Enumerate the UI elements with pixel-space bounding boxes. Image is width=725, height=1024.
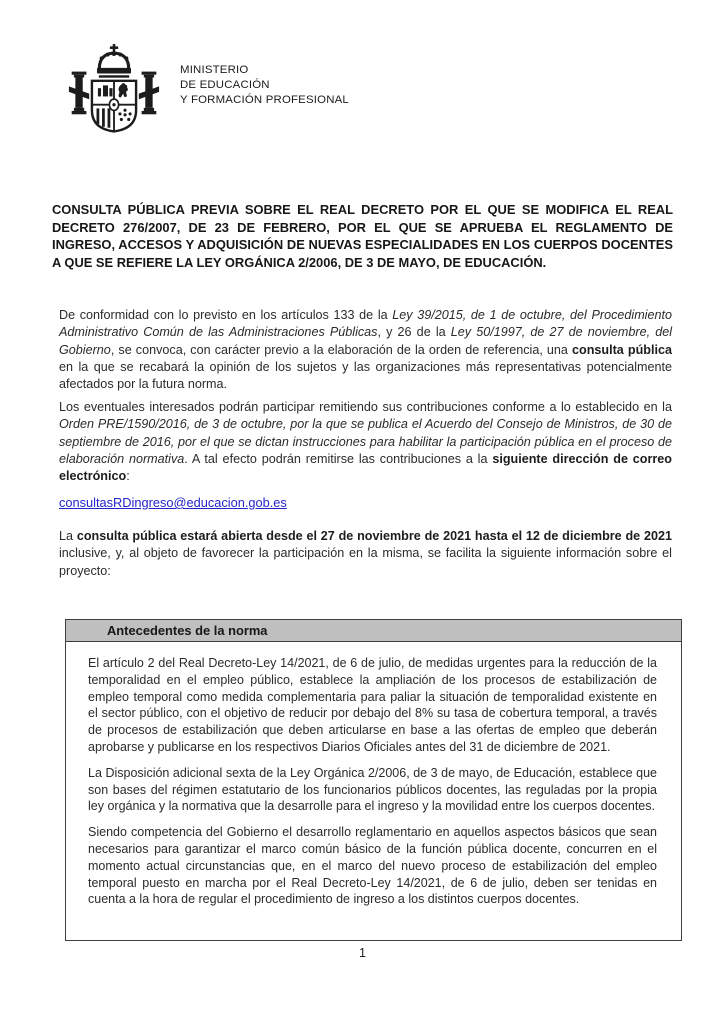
- intro-paragraph: De conformidad con lo previsto en los artículos 133 de la Ley 39/2015, de 1 de octubre, del Procedimiento Administrativo Común de las Administraciones Públicas, y 26 de la Ley 50/1997, de 27 de noviembre, del Gobierno, se convoca, con carácter previo a la elaboración de la orden de referencia, una consulta pública en la que se recabará la opinión de los sujetos y las organizaciones más representativas potencialmente afectados por la futura norma.: [59, 308, 673, 392]
- participation-paragraph: Los eventuales interesados podrán participar remitiendo sus contribuciones conforme a lo establecido en la Orden PRE/1590/2016, de 3 de octubre, por la que se publica el Acuerdo del Consejo de Ministros, de 30 de septiembre de 2016, por el que se dictan instrucciones para habilitar la participación pública en el proceso de elaboración normativa. A tal efecto podrán remitirse las contribuciones a la siguiente dirección de correo electrónico:: [59, 400, 672, 484]
- ministry-name-line: DE EDUCACIÓN: [180, 79, 270, 91]
- antecedentes-heading: Antecedentes de la norma: [66, 620, 681, 642]
- ministry-name: [180, 63, 349, 108]
- spain-coat-of-arms-logo: [66, 44, 162, 136]
- ministry-name-line: MINISTERIO: [180, 64, 249, 76]
- antecedentes-body: [66, 642, 681, 908]
- document-title: CONSULTA PÚBLICA PREVIA SOBRE EL REAL DECRETO POR EL QUE SE MODIFICA EL REAL DECRETO 276/2007, DE 23 DE FEBRERO, POR EL QUE SE APRUEBA EL REGLAMENTO DE INGRESO, ACCESOS Y ADQUISICIÓN DE NUEVAS ESPECIALIDADES EN LOS CUERPOS DOCENTES A QUE SE REFIERE LA LEY ORGÁNICA 2/2006, DE 3 DE MAYO, DE EDUCACIÓN.: [52, 202, 673, 270]
- antecedentes-paragraph: Siendo competencia del Gobierno el desarrollo reglamentario en aquellos aspectos básicos que sean necesarios para garantizar el marco común básico de la función pública docente, concurren en el momento actual circunstancias que, en el marco del nuevo proceso de estabilización del empleo temporal puesto en marcha por el Real Decreto-Ley 14/2021, de 6 de julio, deben ser tenidas en cuenta a la hora de regular el procedimiento de ingreso a los distintos cuerpos docentes.: [88, 825, 657, 907]
- ministry-name-line: Y FORMACIÓN PROFESIONAL: [180, 94, 349, 106]
- antecedentes-section: [65, 619, 682, 941]
- antecedentes-paragraph: La Disposición adicional sexta de la Ley Orgánica 2/2006, de 3 de mayo, de Educación, establece que son bases del régimen estatutario de los funcionarios públicos docentes, las reguladas por la propia ley orgánica y la normativa que la desarrolle para el ingreso y la movilidad entre los cuerpos docentes.: [88, 765, 657, 814]
- email-link[interactable]: consultasRDingreso@educacion.gob.es: [59, 495, 287, 510]
- consultation-period-paragraph: La consulta pública estará abierta desde el 27 de noviembre de 2021 hasta el 12 de diciembre de 2021 inclusive, y, al objeto de favorecer la participación en la misma, se facilita la siguiente información sobre el proyecto:: [59, 529, 672, 578]
- antecedentes-paragraph: El artículo 2 del Real Decreto-Ley 14/2021, de 6 de julio, de medidas urgentes para la reducción de la temporalidad en el empleo público, establece la ampliación de los procesos de estabilización de empleo temporal como medida complementaria para paliar la situación de temporalidad existente en el sector público, con el objetivo de reducir por debajo del 8% su tasa de cobertura temporal, a través de procesos de estabilización que deben articularse en base a las ofertas de empleo que deberán aprobarse y publicarse en los respectivos Diarios Oficiales antes del 31 de diciembre de 2021.: [88, 656, 657, 754]
- page-number: 1: [359, 946, 366, 960]
